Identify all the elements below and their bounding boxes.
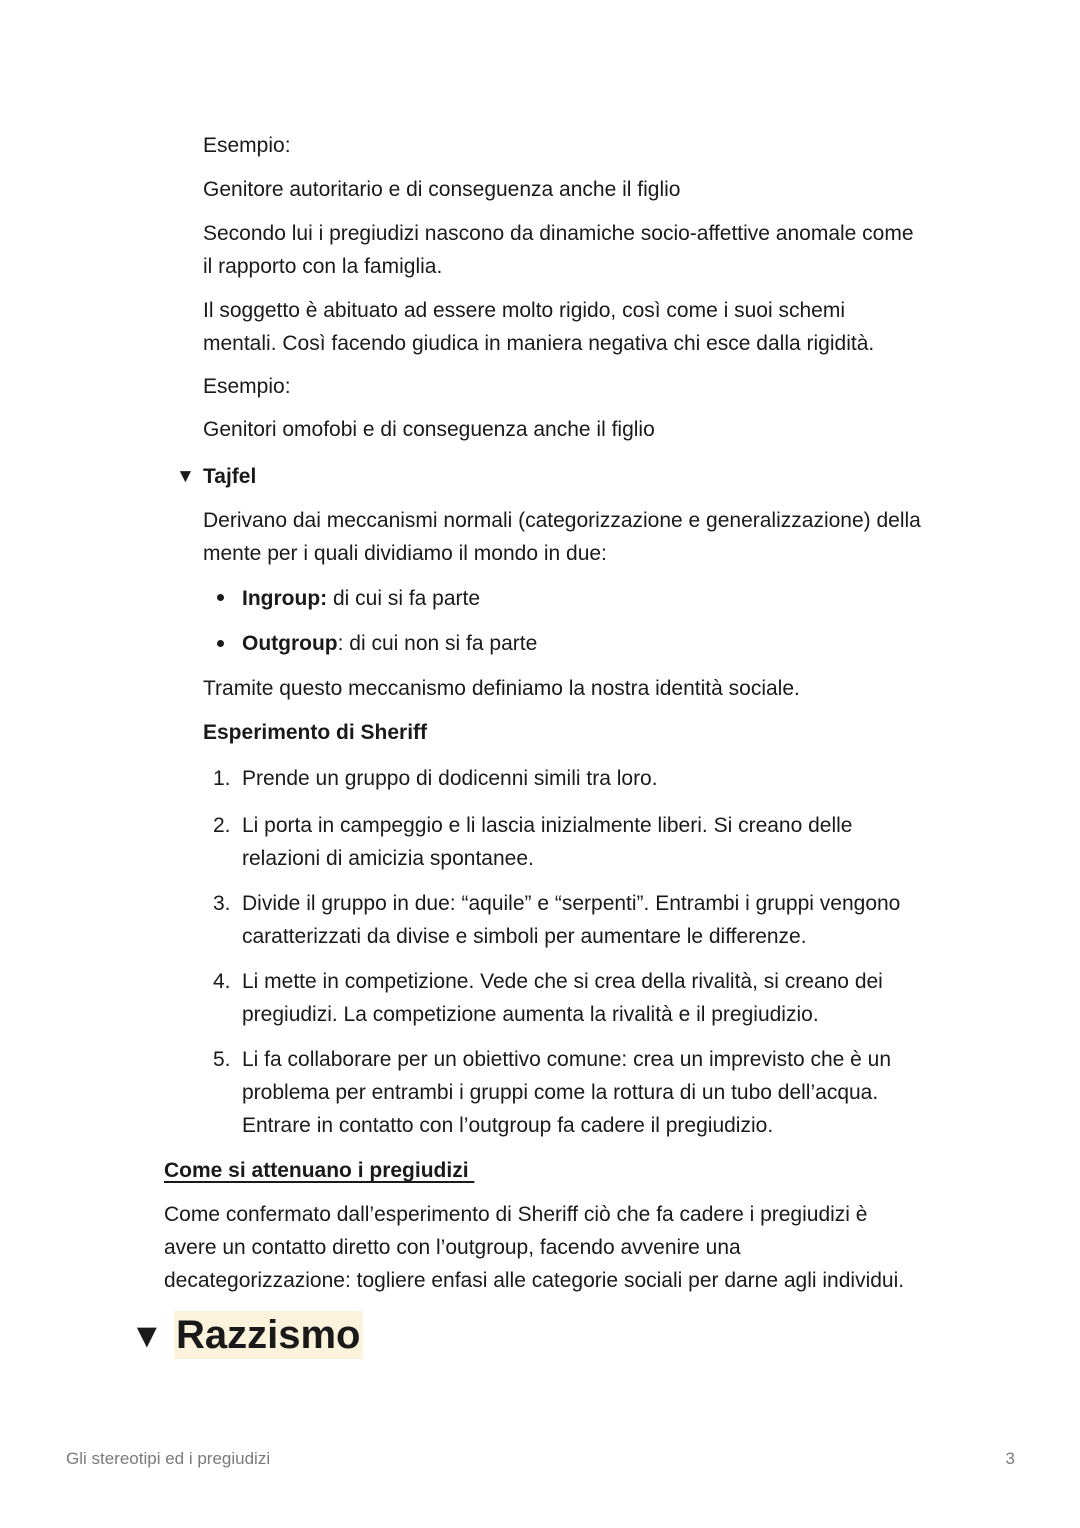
list-item-continuation: problema per entrambi i gruppi come la rottura di un tubo dell’acqua. [242, 1081, 879, 1104]
list-number: 5. [213, 1048, 231, 1071]
toggle-heading-razzismo[interactable]: Razzismo [176, 1313, 361, 1357]
bullet-dot-icon [217, 594, 224, 601]
footer-document-title: Gli stereotipi ed i pregiudizi [66, 1449, 271, 1468]
page-number: 3 [1005, 1449, 1015, 1468]
list-item-continuation: relazioni di amicizia spontanee. [242, 847, 534, 870]
toggle-arrow-icon[interactable]: ▼ [130, 1317, 164, 1355]
list-item: Ingroup: di cui si fa parte [242, 587, 481, 610]
paragraph-line: Come confermato dall’esperimento di Sheriff ciò che fa cadere i pregiudizi è [164, 1203, 868, 1226]
list-item-continuation: Entrare in contatto con l’outgroup fa cadere il pregiudizio. [242, 1114, 774, 1137]
list-item: Outgroup: di cui non si fa parte [242, 632, 538, 655]
example-text: Genitore autoritario e di conseguenza anche il figlio [203, 178, 681, 201]
section-heading-underlined: Come si attenuano i pregiudizi [164, 1159, 475, 1182]
list-number: 4. [213, 970, 231, 993]
paragraph-line: decategorizzazione: togliere enfasi alle categorie sociali per darne agli individui. [164, 1269, 905, 1292]
paragraph-line: Tramite questo meccanismo definiamo la nostra identità sociale. [203, 677, 800, 700]
toggle-arrow-icon[interactable]: ▼ [176, 466, 195, 487]
paragraph-line: il rapporto con la famiglia. [203, 255, 443, 278]
list-item: Li fa collaborare per un obiettivo comune: crea un imprevisto che è un [242, 1048, 892, 1071]
list-item: Li porta in campeggio e li lascia inizialmente liberi. Si creano delle [242, 814, 853, 837]
list-item: Prende un gruppo di dodicenni simili tra loro. [242, 767, 658, 790]
list-item-continuation: pregiudizi. La competizione aumenta la rivalità e il pregiudizio. [242, 1003, 819, 1026]
list-number: 3. [213, 892, 231, 915]
example-label: Esempio: [203, 375, 291, 398]
bullet-dot-icon [217, 640, 224, 647]
example-text: Genitori omofobi e di conseguenza anche il figlio [203, 418, 655, 441]
list-item: Divide il gruppo in due: “aquile” e “serpenti”. Entrambi i gruppi vengono [242, 892, 901, 915]
toggle-title-tajfel[interactable]: Tajfel [203, 465, 257, 488]
example-label: Esempio: [203, 134, 291, 157]
paragraph-line: Il soggetto è abituato ad essere molto rigido, così come i suoi schemi [203, 299, 845, 322]
list-number: 1. [213, 767, 231, 790]
paragraph-line: mente per i quali dividiamo il mondo in due: [203, 542, 607, 565]
subheading: Esperimento di Sheriff [203, 721, 428, 744]
list-number: 2. [213, 814, 231, 837]
paragraph-line: Derivano dai meccanismi normali (categorizzazione e generalizzazione) della [203, 509, 921, 532]
paragraph-line: Secondo lui i pregiudizi nascono da dinamiche socio-affettive anomale come [203, 222, 914, 245]
list-item-continuation: caratterizzati da divise e simboli per aumentare le differenze. [242, 925, 807, 948]
paragraph-line: mentali. Così facendo giudica in maniera negativa chi esce dalla rigidità. [203, 332, 875, 355]
paragraph-line: avere un contatto diretto con l’outgroup, facendo avvenire una [164, 1236, 741, 1259]
list-item: Li mette in competizione. Vede che si crea della rivalità, si creano dei [242, 970, 883, 993]
